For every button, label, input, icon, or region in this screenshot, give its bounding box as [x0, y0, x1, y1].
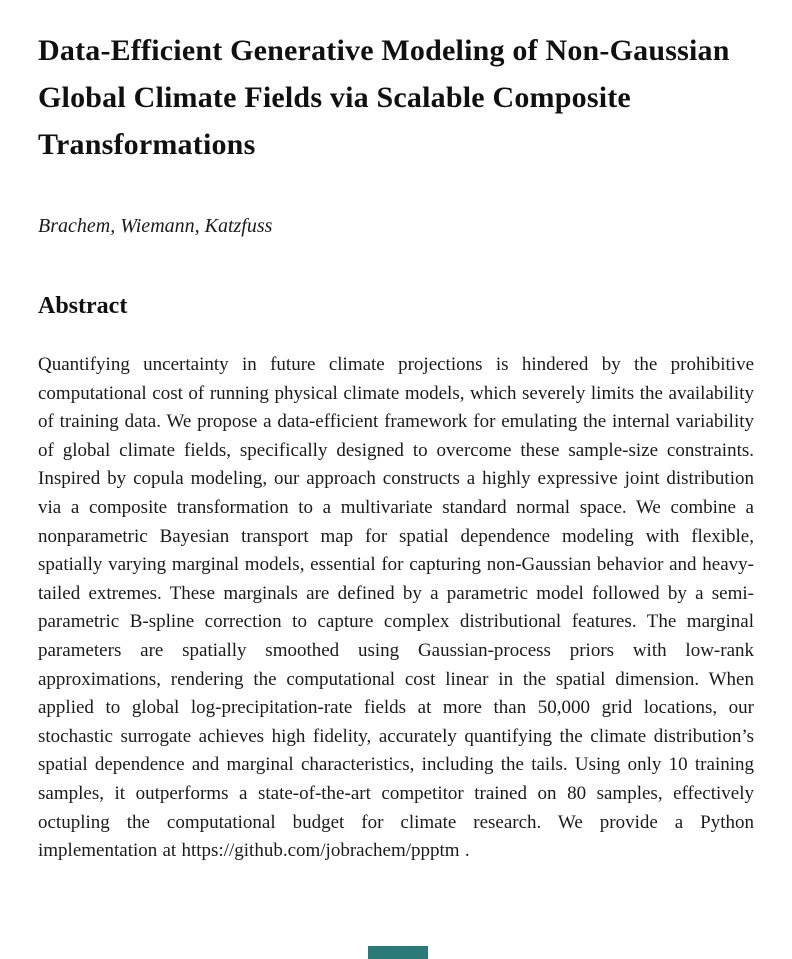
- abstract-text-tail: .: [459, 840, 470, 862]
- abstract-heading: Abstract: [38, 293, 128, 319]
- abstract-text: Quantifying uncertainty in future climate projections is hindered by the prohibitive computational cost of running physical climate models, which severely limits the availability of training data. We propose a data-efficient framework for emulating the internal variability of global climate fields, specifically designed to overcome these sample-size constraints. Inspired by copula modeling, our approach constructs a highly expressive joint distribution via a composite transformation to a multivariate standard normal space. We combine a nonparametric Bayesian transport map for spatial dependence modeling with flexible, spatially varying marginal models, essential for capturing non-Gaussian behavior and heavy-tailed extremes. These marginals are defined by a parametric model followed by a semi-parametric B-spline correction to capture complex distributional features. The marginal parameters are spatially smoothed using Gaussian-process priors with low-rank approximations, rendering the computational cost linear in the spatial dimension. When applied to global log-precipitation-rate fields at more than 50,000 grid locations, our stochastic surrogate achieves high fidelity, accurately quantifying the climate distribution’s spatial dependence and marginal characteristics, including the tails. Using only 10 training samples, it outperforms a state-of-the-art competitor trained on 80 samples, effectively octupling the computational budget for climate research. We provide a Python implementation at: [38, 354, 754, 862]
- author-line: Brachem, Wiemann, Katzfuss: [38, 215, 273, 237]
- cursor-marker: [368, 946, 428, 959]
- abstract-paragraph: [38, 351, 754, 866]
- repo-link[interactable]: https://github.com/jobrachem/ppptm: [181, 840, 460, 862]
- paper-title: Data-Efficient Generative Modeling of Non-Gaussian Global Climate Fields via Scalable Composite Transformations: [38, 34, 730, 161]
